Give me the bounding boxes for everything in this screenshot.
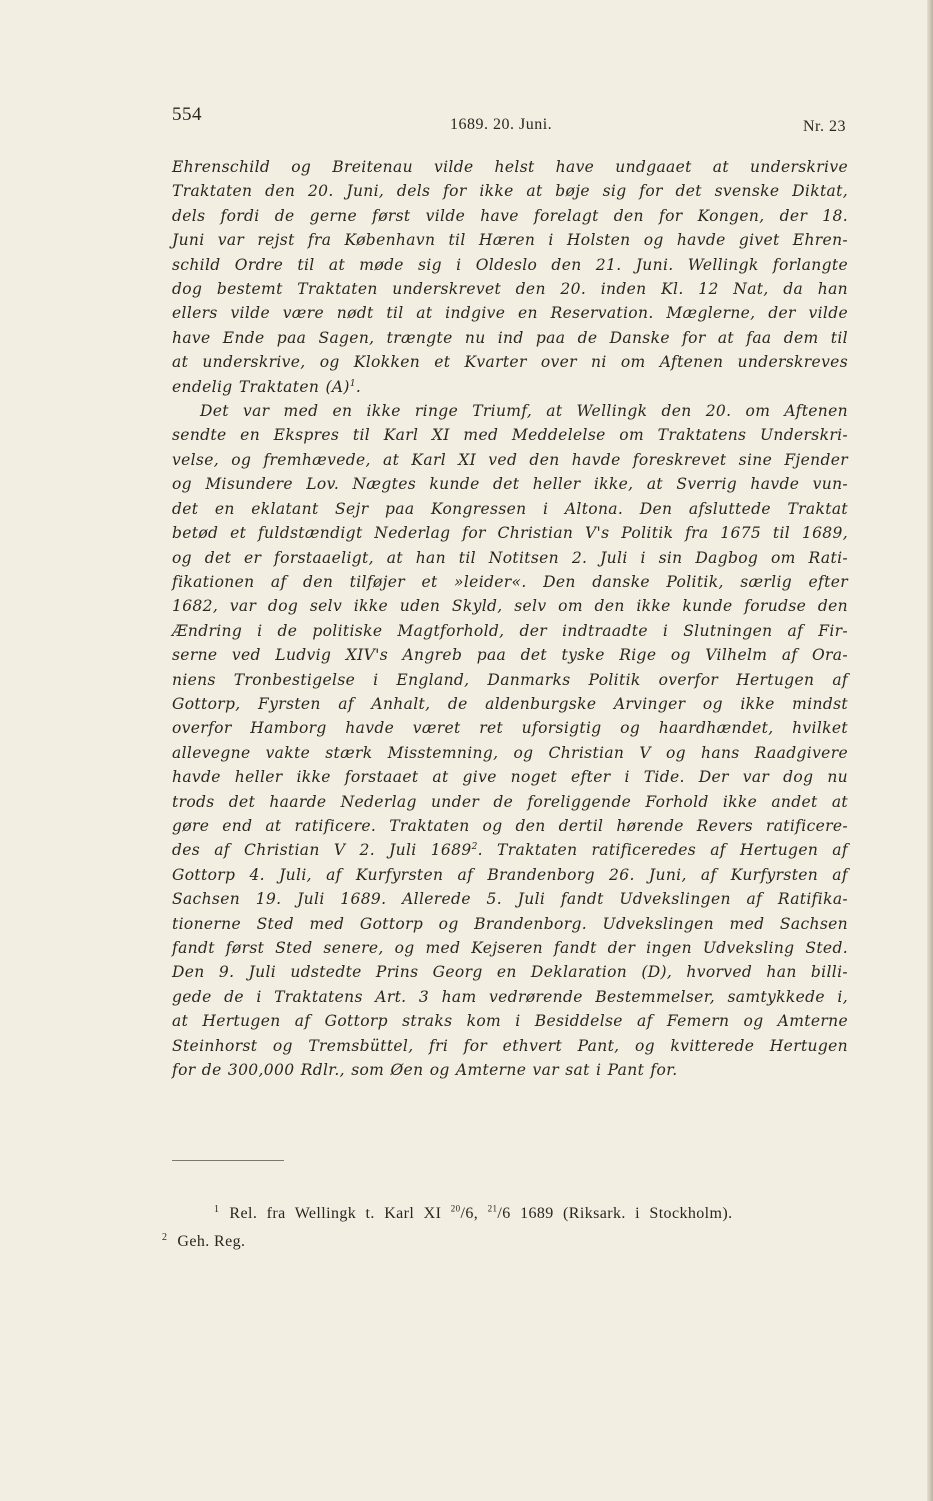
text-line: Ehrenschild og Breitenau vilde helst have undgaaet at underskrive [172, 158, 848, 176]
document-number: Nr. 23 [803, 118, 846, 135]
text-line: og Misundere Lov. Nægtes kunde det heller ikke, at Sverrig havde vun- [172, 475, 848, 494]
text-line: have Ende paa Sagen, trængte nu ind paa de Danske for at faa dem til [172, 328, 848, 347]
footnote-divider [172, 1160, 284, 1161]
footnote-mark-1: 1 [214, 1204, 220, 1215]
header-date: 1689. 20. Juni. [450, 116, 553, 133]
text-line: ellers vilde være nødt til at indgive en Reservation. Mæglerne, der vilde [172, 304, 848, 323]
text-line: dog bestemt Traktaten underskrevet den 20. inden Kl. 12 Nat, da han [172, 280, 848, 299]
text-line-with-footnote [172, 375, 848, 399]
text-line: gede de i Traktatens Art. 3 ham vedrørende Bestemmelser, samtykkede i, [172, 987, 848, 1006]
text-line: tionerne Sted med Gottorp og Brandenborg. Udvekslingen med Sachsen [172, 914, 848, 933]
footnotes [162, 1198, 852, 1254]
text-line: Ændring i de politiske Magtforhold, der indtraadte i Slutningen af Fir- [172, 621, 848, 640]
body-text [172, 155, 848, 1082]
footnote-1-text: Rel. fra Wellingk t. Karl XI [229, 1205, 442, 1222]
text-line: fikationen af den tilføjer et »leider«. Den danske Politik, særlig efter [172, 572, 848, 591]
text-line: Sachsen 19. Juli 1689. Allerede 5. Juli fandt Udvekslingen af Ratifika- [172, 890, 848, 909]
text-line-start: endelig Traktaten (A) [172, 377, 350, 396]
footnote-2 [162, 1226, 852, 1254]
footnote-ref-2[interactable]: 2 [471, 842, 478, 853]
footnote-1-date1-den: /6, [460, 1205, 479, 1222]
footnote-1-date2-num: 21 [487, 1203, 498, 1214]
text-line: Traktaten den 20. Juni, dels for ikke at bøje sig for det svenske Diktat, [172, 182, 848, 201]
text-line: havde heller ikke forstaaet at give noget efter i Tide. Der var dog nu [172, 768, 848, 787]
page-number: 554 [172, 104, 202, 125]
text-line-tail: . Traktaten ratificeredes af Hertugen af [477, 841, 848, 860]
text-line: det en eklatant Sejr paa Kongressen i Altona. Den afsluttede Traktat [172, 499, 848, 518]
footnote-1-date1-num: 20 [450, 1203, 461, 1214]
text-line-with-footnote [172, 838, 848, 862]
text-line: schild Ordre til at møde sig i Oldeslo den 21. Juni. Wellingk forlangte [172, 255, 848, 274]
footnote-1-rest: 1689 (Riksark. i Stockholm). [520, 1205, 733, 1222]
text-line: at underskrive, og Klokken et Kvarter over ni om Aftenen underskreves [172, 353, 848, 372]
text-line-last: for de 300,000 Rdlr., som Øen og Amterne var sat i Pant for. [172, 1061, 678, 1080]
text-line: Steinhorst og Tremsbüttel, fri for ethvert Pant, og kvitterede Hertugen [172, 1036, 848, 1055]
paragraph-start-line: Det var med en ikke ringe Triumf, at Wellingk den 20. om Aftenen [200, 402, 848, 421]
text-line: betød et fuldstændigt Nederlag for Christian V's Politik fra 1675 til 1689, [172, 524, 848, 543]
footnote-ref-1[interactable]: 1 [349, 378, 356, 389]
text-line: trods det haarde Nederlag under de foreliggende Forhold ikke andet at [172, 792, 848, 811]
text-line-tail: . [355, 377, 362, 396]
text-line: og det er forstaaeligt, at han til Notitsen 2. Juli i sin Dagbog om Rati- [172, 548, 848, 567]
text-line: allevegne vakte stærk Misstemning, og Christian V og hans Raadgivere [172, 743, 848, 762]
text-line: gøre end at ratificere. Traktaten og den dertil hørende Revers ratificere- [172, 816, 848, 835]
text-line: overfor Hamborg havde været ret uforsigtig og haardhændet, hvilket [172, 719, 848, 738]
footnote-2-text: Geh. Reg. [177, 1233, 246, 1250]
text-line: velse, og fremhævede, at Karl XI ved den havde foreskrevet sine Fjender [172, 450, 848, 469]
text-line: Juni var rejst fra København til Hæren i Holsten og havde givet Ehren- [172, 231, 848, 250]
text-line: Gottorp 4. Juli, af Kurfyrsten af Brandenborg 26. Juni, af Kurfyrsten af [172, 865, 848, 884]
text-line: 1682, var dog selv ikke uden Skyld, selv om den ikke kunde forudse den [172, 597, 848, 616]
footnote-1-date2-den: /6 [497, 1205, 511, 1222]
text-line: sendte en Ekspres til Karl XI med Meddelelse om Traktatens Underskri- [172, 426, 848, 445]
text-line: Den 9. Juli udstedte Prins Georg en Deklaration (D), hvorved han billi- [172, 963, 848, 982]
text-line-start: des af Christian V 2. Juli 1689 [172, 841, 472, 860]
footnote-1 [162, 1198, 852, 1226]
text-line: niens Tronbestigelse i England, Danmarks Politik overfor Hertugen af [172, 670, 848, 689]
text-line: dels fordi de gerne først vilde have forelagt den for Kongen, der 18. [172, 206, 848, 225]
text-line: serne ved Ludvig XIV's Angreb paa det tyske Rige og Vilhelm af Ora- [172, 646, 848, 665]
text-line: at Hertugen af Gottorp straks kom i Besiddelse af Femern og Amterne [172, 1012, 848, 1031]
running-header [172, 104, 846, 134]
text-line: fandt først Sted senere, og med Kejseren fandt der ingen Udveksling Sted. [172, 939, 848, 957]
text-line: Gottorp, Fyrsten af Anhalt, de aldenburgske Arvinger og ikke mindst [172, 694, 848, 713]
footnote-mark-2: 2 [162, 1232, 168, 1243]
page-edge-shadow [927, 0, 933, 1501]
